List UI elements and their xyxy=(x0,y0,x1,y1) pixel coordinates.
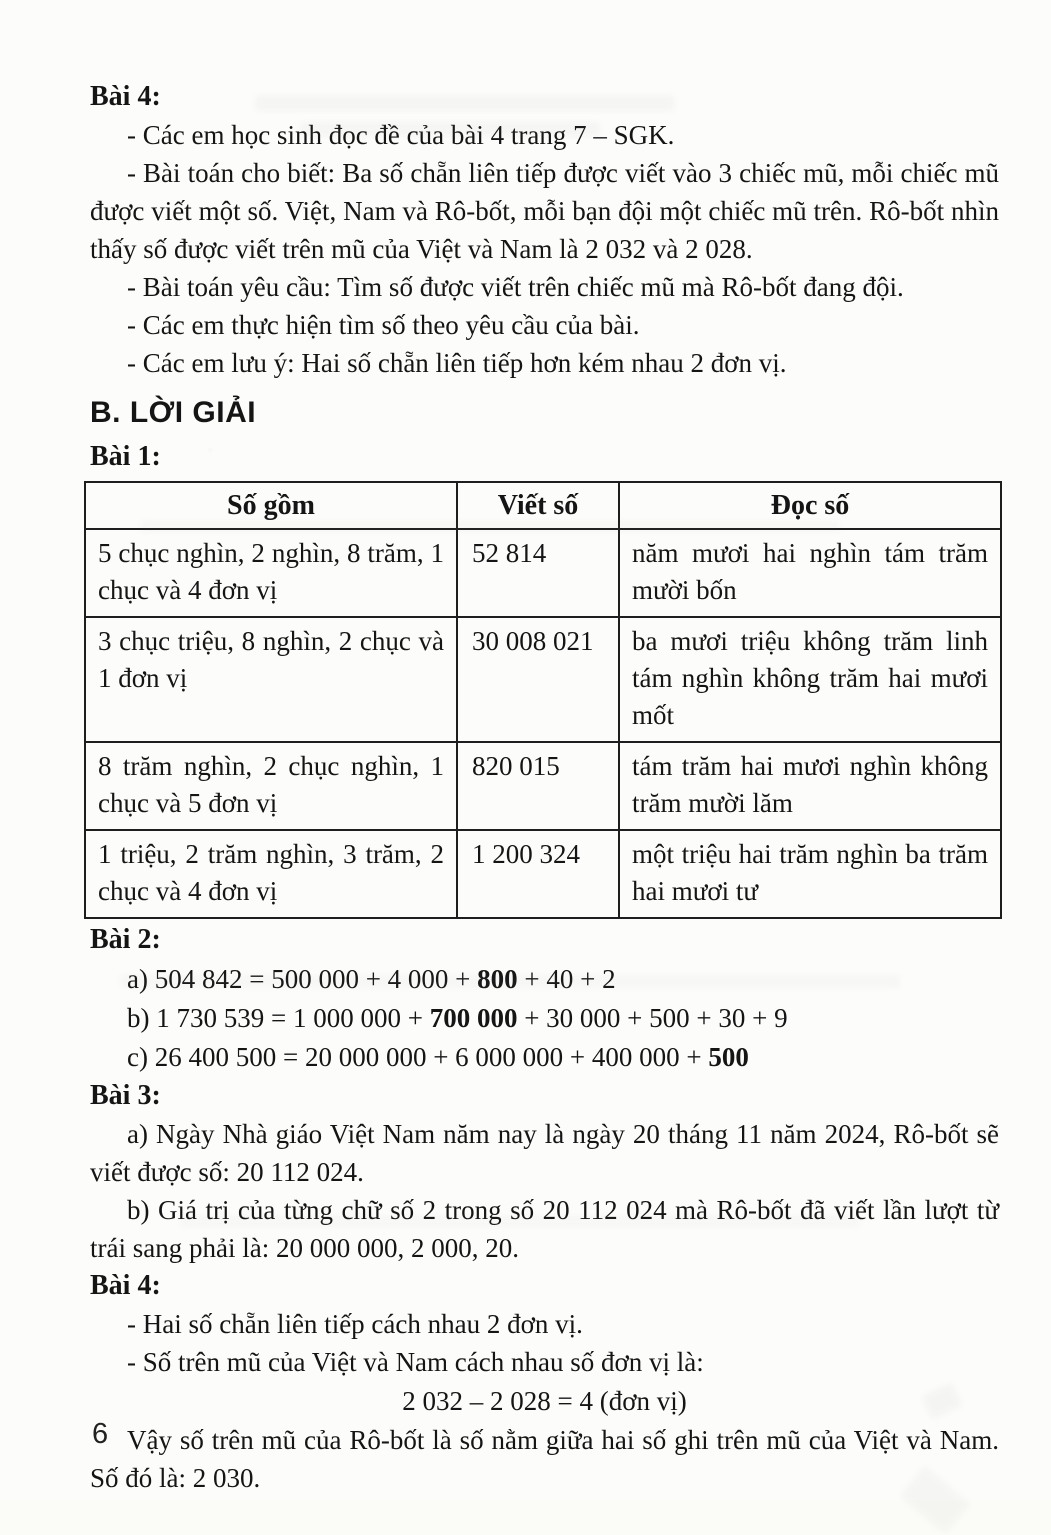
cell-so-gom: 5 chục nghìn, 2 nghìn, 8 trăm, 1 chục và 4 đơn vị xyxy=(85,529,457,617)
bai4-centered-equation: 2 032 – 2 028 = 4 (đơn vị) xyxy=(402,1386,687,1416)
table-row xyxy=(85,742,1001,830)
bai2-equation-a xyxy=(90,960,999,998)
cell-viet-so: 30 008 021 xyxy=(457,617,619,742)
guide-paragraph: - Các em lưu ý: Hai số chẵn liên tiếp hơn kém nhau 2 đơn vị. xyxy=(127,348,787,378)
bai4-bullet: - Hai số chẵn liên tiếp cách nhau 2 đơn vị. xyxy=(127,1309,583,1339)
bai2-equation-b xyxy=(90,999,999,1037)
table-row xyxy=(85,617,1001,742)
equation-text: b) 1 730 539 = 1 000 000 + xyxy=(127,1003,430,1033)
guide-paragraph: - Các em thực hiện tìm số theo yêu cầu của bài. xyxy=(127,310,640,340)
equation-text: c) 26 400 500 = 20 000 000 + 6 000 000 + 400 000 + xyxy=(127,1042,709,1072)
equation-bold-term: 800 xyxy=(477,964,518,994)
cell-so-gom: 1 triệu, 2 trăm nghìn, 3 trăm, 2 chục và 4 đơn vị xyxy=(85,830,457,918)
table-row xyxy=(85,830,1001,918)
equation-bold-term: 700 000 xyxy=(429,1003,518,1033)
equation-bold-term: 500 xyxy=(708,1042,749,1072)
page-number: 6 xyxy=(92,1418,109,1450)
guide-paragraph: - Bài toán cho biết: Ba số chẵn liên tiếp được viết vào 3 chiếc mũ, mỗi chiếc mũ được viết một số. Việt, Nam và Rô-bốt, mỗi bạn đội một chiếc mũ trên. Rô-bốt nhìn thấy số được viết trên mũ của Việt và Nam là 2 032 và 2 028. xyxy=(90,158,999,264)
bai3-paragraph-b: b) Giá trị của từng chữ số 2 trong số 20 112 024 mà Rô-bốt đã viết lần lượt từ trái sang phải là: 20 000 000, 2 000, 20. xyxy=(90,1195,999,1263)
bai1-heading: Bài 1: xyxy=(90,441,161,472)
equation-text: + 40 + 2 xyxy=(517,964,616,994)
guide-paragraph: - Bài toán yêu cầu: Tìm số được viết trên chiếc mũ mà Rô-bốt đang đội. xyxy=(127,272,904,302)
cell-doc-so: một triệu hai trăm nghìn ba trăm hai mươi tư xyxy=(619,830,1001,918)
bai1-table xyxy=(84,481,1002,919)
cell-doc-so: ba mươi triệu không trăm linh tám nghìn không trăm hai mươi mốt xyxy=(619,617,1001,742)
column-header-so-gom: Số gồm xyxy=(85,482,457,529)
equation-text: + 30 000 + 500 + 30 + 9 xyxy=(517,1003,788,1033)
bai3-paragraph-a: a) Ngày Nhà giáo Việt Nam năm nay là ngày 20 tháng 11 năm 2024, Rô-bốt sẽ viết được số: 20 112 024. xyxy=(90,1119,999,1187)
bai4-bullet: - Số trên mũ của Việt và Nam cách nhau số đơn vị là: xyxy=(127,1347,704,1377)
cell-doc-so: năm mươi hai nghìn tám trăm mười bốn xyxy=(619,529,1001,617)
bai4-conclusion: Vậy số trên mũ của Rô-bốt là số nằm giữa hai số ghi trên mũ của Việt và Nam. Số đó là: 2 030. xyxy=(90,1425,999,1493)
column-header-viet-so: Viết số xyxy=(457,482,619,529)
solution-section-heading: B. LỜI GIẢI xyxy=(90,396,257,429)
bai3-heading: Bài 3: xyxy=(90,1080,161,1111)
guide-bai4-heading: Bài 4: xyxy=(90,81,161,112)
bai2-heading: Bài 2: xyxy=(90,924,161,955)
cell-so-gom: 8 trăm nghìn, 2 chục nghìn, 1 chục và 5 đơn vị xyxy=(85,742,457,830)
cell-viet-so: 1 200 324 xyxy=(457,830,619,918)
cell-doc-so: tám trăm hai mươi nghìn không trăm mười lăm xyxy=(619,742,1001,830)
bai2-equation-c xyxy=(90,1038,999,1076)
bai4-solution-heading: Bài 4: xyxy=(90,1270,161,1301)
table-row xyxy=(85,529,1001,617)
equation-text: a) 504 842 = 500 000 + 4 000 + xyxy=(127,964,478,994)
column-header-doc-so: Đọc số xyxy=(619,482,1001,529)
cell-viet-so: 820 015 xyxy=(457,742,619,830)
guide-paragraph: - Các em học sinh đọc đề của bài 4 trang 7 – SGK. xyxy=(127,120,675,150)
table-header-row xyxy=(85,482,1001,529)
cell-so-gom: 3 chục triệu, 8 nghìn, 2 chục và 1 đơn vị xyxy=(85,617,457,742)
cell-viet-so: 52 814 xyxy=(457,529,619,617)
